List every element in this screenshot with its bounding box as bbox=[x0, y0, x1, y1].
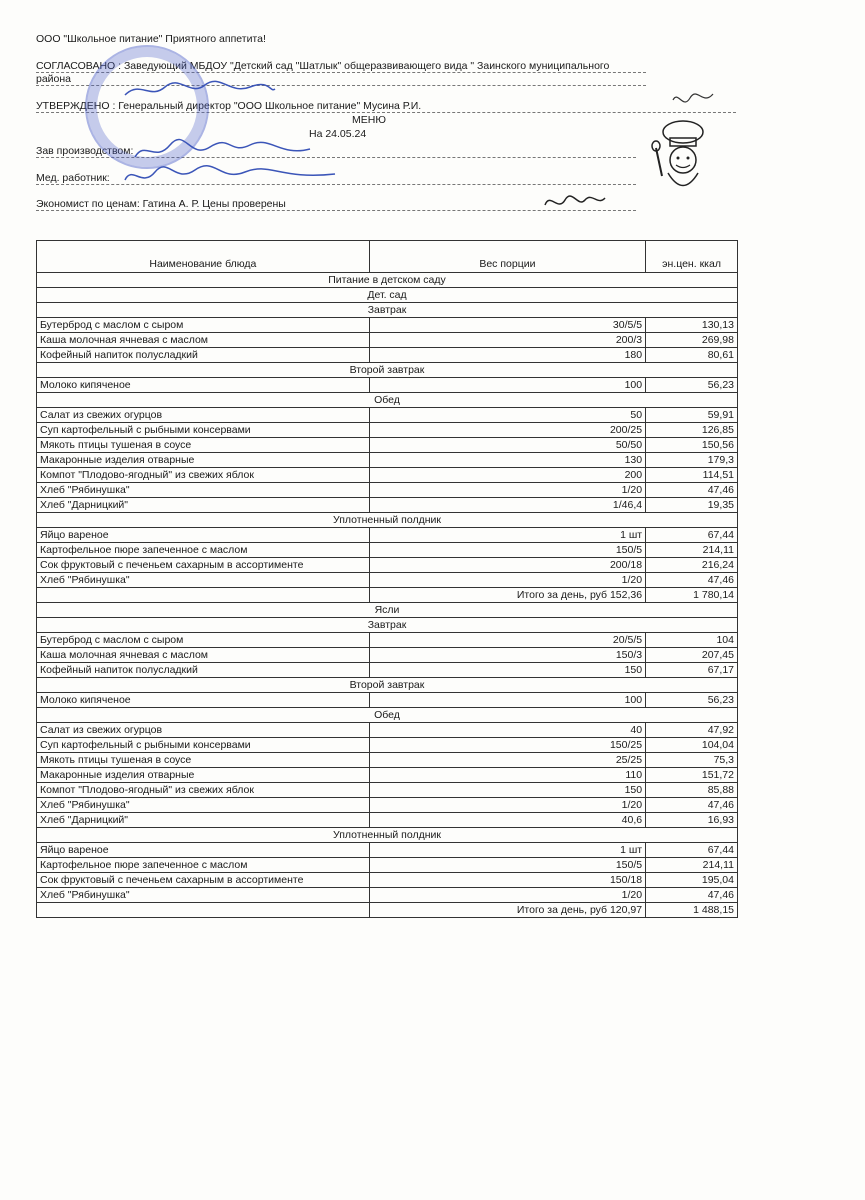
table-row bbox=[37, 723, 738, 738]
cell-weight: 100 bbox=[369, 693, 645, 708]
cell-weight: 150/5 bbox=[369, 543, 645, 558]
cell-weight: 1/46,4 bbox=[369, 498, 645, 513]
table-row bbox=[37, 573, 738, 588]
cell-kcal: 67,44 bbox=[646, 843, 738, 858]
cell-weight: 1/20 bbox=[369, 483, 645, 498]
table-row bbox=[37, 558, 738, 573]
cell-name: Картофельное пюре запеченное с маслом bbox=[37, 543, 370, 558]
cell-weight: 150 bbox=[369, 783, 645, 798]
cell-kcal: 47,46 bbox=[646, 573, 738, 588]
section-label: Второй завтрак bbox=[37, 678, 738, 693]
section-row bbox=[37, 513, 738, 528]
section-row bbox=[37, 618, 738, 633]
economist-line: Экономист по ценам: Гатина А. Р. Цены проверены bbox=[36, 198, 636, 211]
cell-name: Салат из свежих огурцов bbox=[37, 408, 370, 423]
table-row bbox=[37, 468, 738, 483]
signature-economist-icon bbox=[540, 190, 610, 215]
section-row bbox=[37, 303, 738, 318]
cell-name: Каша молочная ячневая с маслом bbox=[37, 648, 370, 663]
cell-kcal: 104,04 bbox=[646, 738, 738, 753]
cell-name: Молоко кипяченое bbox=[37, 693, 370, 708]
cell-weight: 40,6 bbox=[369, 813, 645, 828]
cell-name: Сок фруктовый с печеньем сахарным в ассортименте bbox=[37, 558, 370, 573]
cell-name: Молоко кипяченое bbox=[37, 378, 370, 393]
cell-weight: 130 bbox=[369, 453, 645, 468]
section-row bbox=[37, 363, 738, 378]
section-label: Ясли bbox=[37, 603, 738, 618]
cell-kcal: 104 bbox=[646, 633, 738, 648]
cell-kcal: 16,93 bbox=[646, 813, 738, 828]
cell-kcal: 207,45 bbox=[646, 648, 738, 663]
cell-name: Хлеб "Рябинушка" bbox=[37, 888, 370, 903]
production-head-line: Зав производством: bbox=[36, 145, 636, 158]
cell-name: Хлеб "Рябинушка" bbox=[37, 573, 370, 588]
cell-weight: 40 bbox=[369, 723, 645, 738]
cell-kcal: 75,3 bbox=[646, 753, 738, 768]
cell-kcal: 1 780,14 bbox=[646, 588, 738, 603]
cell-name: Бутерброд с маслом с сыром bbox=[37, 633, 370, 648]
table-row bbox=[37, 453, 738, 468]
cell-kcal: 47,46 bbox=[646, 798, 738, 813]
cell-kcal: 195,04 bbox=[646, 873, 738, 888]
cell-name: Яйцо вареное bbox=[37, 843, 370, 858]
menu-date: На 24.05.24 bbox=[309, 128, 367, 140]
cell-name: Каша молочная ячневая с маслом bbox=[37, 333, 370, 348]
cell-name: Макаронные изделия отварные bbox=[37, 453, 370, 468]
table-row bbox=[37, 693, 738, 708]
table-header-row bbox=[37, 241, 738, 273]
cell-name: Кофейный напиток полусладкий bbox=[37, 663, 370, 678]
menu-title: МЕНЮ bbox=[352, 114, 386, 126]
cell-kcal: 130,13 bbox=[646, 318, 738, 333]
cell-weight: 1 шт bbox=[369, 843, 645, 858]
section-label: Завтрак bbox=[37, 618, 738, 633]
section-label: Обед bbox=[37, 393, 738, 408]
approved-line-1: СОГЛАСОВАНО : Заведующий МБДОУ "Детский сад "Шатлык" общеразвивающего вида " Заинского муниципального bbox=[36, 60, 646, 73]
table-row bbox=[37, 318, 738, 333]
cell-name: Мякоть птицы тушеная в соусе bbox=[37, 753, 370, 768]
cell-kcal: 114,51 bbox=[646, 468, 738, 483]
table-row bbox=[37, 408, 738, 423]
table-row bbox=[37, 873, 738, 888]
menu-table bbox=[36, 240, 738, 918]
cell-name: Мякоть птицы тушеная в соусе bbox=[37, 438, 370, 453]
cell-kcal: 47,46 bbox=[646, 483, 738, 498]
cell-weight: 150/18 bbox=[369, 873, 645, 888]
table-row bbox=[37, 348, 738, 363]
cell-weight: 180 bbox=[369, 348, 645, 363]
cell-name: Хлеб "Рябинушка" bbox=[37, 798, 370, 813]
approved-by-line: УТВЕРЖДЕНО : Генеральный директор "ООО Школьное питание" Мусина Р.И. bbox=[36, 100, 736, 113]
section-row bbox=[37, 288, 738, 303]
table-row bbox=[37, 783, 738, 798]
cell-kcal: 67,44 bbox=[646, 528, 738, 543]
cell-kcal: 56,23 bbox=[646, 378, 738, 393]
cell-kcal: 47,92 bbox=[646, 723, 738, 738]
cell-name: Картофельное пюре запеченное с маслом bbox=[37, 858, 370, 873]
cell-weight: 1/20 bbox=[369, 888, 645, 903]
section-label: Завтрак bbox=[37, 303, 738, 318]
table-row bbox=[37, 333, 738, 348]
table-row bbox=[37, 753, 738, 768]
cell-weight: 150 bbox=[369, 663, 645, 678]
section-label: Питание в детском саду bbox=[37, 273, 738, 288]
cell-name: Кофейный напиток полусладкий bbox=[37, 348, 370, 363]
table-row bbox=[37, 798, 738, 813]
chef-logo-icon bbox=[648, 118, 718, 198]
cell-weight: 50/50 bbox=[369, 438, 645, 453]
section-label: Второй завтрак bbox=[37, 363, 738, 378]
cell-name: Хлеб "Дарницкий" bbox=[37, 498, 370, 513]
signature-medic-icon bbox=[120, 160, 340, 190]
column-header-name: Наименование блюда bbox=[37, 241, 370, 273]
cell-name: Суп картофельный с рыбными консервами bbox=[37, 738, 370, 753]
cell-name bbox=[37, 903, 370, 918]
cell-kcal: 214,11 bbox=[646, 858, 738, 873]
cell-name: Макаронные изделия отварные bbox=[37, 768, 370, 783]
section-row bbox=[37, 828, 738, 843]
cell-kcal: 126,85 bbox=[646, 423, 738, 438]
cell-kcal: 216,24 bbox=[646, 558, 738, 573]
cell-name: Хлеб "Дарницкий" bbox=[37, 813, 370, 828]
cell-weight: 200 bbox=[369, 468, 645, 483]
cell-weight: 30/5/5 bbox=[369, 318, 645, 333]
table-row bbox=[37, 738, 738, 753]
company-line: ООО "Школьное питание" Приятного аппетита! bbox=[36, 33, 266, 45]
table-row bbox=[37, 648, 738, 663]
cell-name: Яйцо вареное bbox=[37, 528, 370, 543]
cell-weight: 20/5/5 bbox=[369, 633, 645, 648]
cell-name: Компот "Плодово-ягодный" из свежих яблок bbox=[37, 783, 370, 798]
cell-name bbox=[37, 588, 370, 603]
cell-name: Бутерброд с маслом с сыром bbox=[37, 318, 370, 333]
cell-weight: 100 bbox=[369, 378, 645, 393]
section-row bbox=[37, 708, 738, 723]
section-label: Дет. сад bbox=[37, 288, 738, 303]
column-header-kcal: эн.цен. ккал bbox=[646, 241, 738, 273]
signature-small-icon bbox=[668, 88, 718, 113]
cell-kcal: 67,17 bbox=[646, 663, 738, 678]
medic-line: Мед. работник: bbox=[36, 172, 636, 185]
table-row bbox=[37, 528, 738, 543]
table-row bbox=[37, 768, 738, 783]
cell-name: Салат из свежих огурцов bbox=[37, 723, 370, 738]
table-row bbox=[37, 378, 738, 393]
cell-weight: Итого за день, руб 152,36 bbox=[369, 588, 645, 603]
section-row bbox=[37, 603, 738, 618]
cell-weight: 150/25 bbox=[369, 738, 645, 753]
cell-kcal: 47,46 bbox=[646, 888, 738, 903]
cell-weight: 150/3 bbox=[369, 648, 645, 663]
total-row bbox=[37, 588, 738, 603]
cell-weight: 200/18 bbox=[369, 558, 645, 573]
cell-kcal: 269,98 bbox=[646, 333, 738, 348]
cell-kcal: 85,88 bbox=[646, 783, 738, 798]
table-row bbox=[37, 498, 738, 513]
cell-kcal: 151,72 bbox=[646, 768, 738, 783]
table-row bbox=[37, 858, 738, 873]
cell-kcal: 1 488,15 bbox=[646, 903, 738, 918]
table-row bbox=[37, 888, 738, 903]
cell-weight: 1 шт bbox=[369, 528, 645, 543]
cell-weight: 1/20 bbox=[369, 573, 645, 588]
cell-weight: 25/25 bbox=[369, 753, 645, 768]
table-row bbox=[37, 663, 738, 678]
section-row bbox=[37, 273, 738, 288]
cell-kcal: 179,3 bbox=[646, 453, 738, 468]
table-row bbox=[37, 483, 738, 498]
cell-weight: Итого за день, руб 120,97 bbox=[369, 903, 645, 918]
cell-kcal: 150,56 bbox=[646, 438, 738, 453]
table-row bbox=[37, 543, 738, 558]
cell-kcal: 19,35 bbox=[646, 498, 738, 513]
cell-weight: 110 bbox=[369, 768, 645, 783]
table-row bbox=[37, 843, 738, 858]
cell-name: Компот "Плодово-ягодный" из свежих яблок bbox=[37, 468, 370, 483]
cell-weight: 200/3 bbox=[369, 333, 645, 348]
cell-weight: 1/20 bbox=[369, 798, 645, 813]
cell-weight: 50 bbox=[369, 408, 645, 423]
table-row bbox=[37, 438, 738, 453]
table-row bbox=[37, 633, 738, 648]
cell-name: Сок фруктовый с печеньем сахарным в ассортименте bbox=[37, 873, 370, 888]
section-label: Обед bbox=[37, 708, 738, 723]
signature-director-icon bbox=[120, 75, 280, 105]
section-label: Уплотненный полдник bbox=[37, 513, 738, 528]
approved-line-2: района bbox=[36, 73, 646, 86]
cell-kcal: 56,23 bbox=[646, 693, 738, 708]
section-row bbox=[37, 678, 738, 693]
table-row bbox=[37, 423, 738, 438]
column-header-weight: Вес порции bbox=[369, 241, 645, 273]
cell-name: Суп картофельный с рыбными консервами bbox=[37, 423, 370, 438]
cell-name: Хлеб "Рябинушка" bbox=[37, 483, 370, 498]
section-row bbox=[37, 393, 738, 408]
cell-weight: 150/5 bbox=[369, 858, 645, 873]
cell-kcal: 80,61 bbox=[646, 348, 738, 363]
cell-kcal: 59,91 bbox=[646, 408, 738, 423]
table-row bbox=[37, 813, 738, 828]
section-label: Уплотненный полдник bbox=[37, 828, 738, 843]
cell-weight: 200/25 bbox=[369, 423, 645, 438]
cell-kcal: 214,11 bbox=[646, 543, 738, 558]
total-row bbox=[37, 903, 738, 918]
